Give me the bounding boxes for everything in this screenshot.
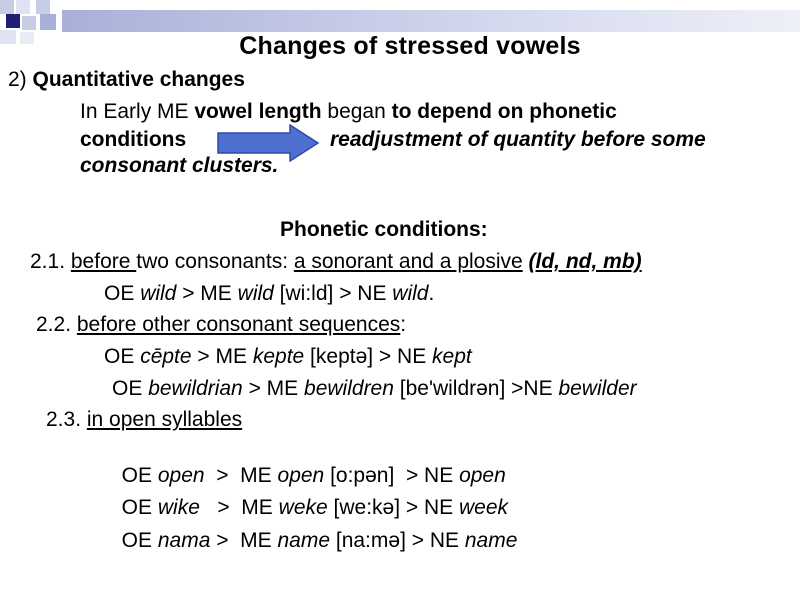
example-cepte	[104, 345, 472, 369]
example-text: [na:mə] > NE	[330, 529, 465, 552]
condition-keyword: before	[70, 250, 137, 273]
example-wild	[104, 282, 434, 306]
example-text: > ME	[199, 496, 279, 519]
example-word: wild	[392, 282, 429, 305]
condition-text: two consonants:	[136, 250, 294, 273]
example-text: OE	[121, 496, 158, 519]
condition-2-3	[46, 408, 242, 432]
intro-text: vowel length	[194, 100, 322, 123]
example-word: open	[157, 464, 205, 487]
condition-description: before other consonant sequences	[76, 313, 401, 336]
example-bewildrian	[112, 377, 637, 401]
condition-2-1	[30, 250, 642, 274]
example-word: kept	[432, 345, 472, 368]
example-word: week	[459, 496, 509, 519]
example-word: nama	[157, 529, 211, 552]
intro-line-3: consonant clusters.	[80, 154, 279, 177]
example-text: OE	[104, 345, 141, 368]
example-word: open	[277, 464, 325, 487]
example-text: OE	[104, 282, 141, 305]
example-text: [o:pən] > NE	[324, 464, 460, 487]
example-text: > ME	[242, 377, 305, 400]
deco-square	[22, 16, 36, 30]
example-nama	[110, 505, 517, 553]
condition-description: a sonorant and a plosive	[293, 250, 523, 273]
intro-text: began	[321, 100, 392, 123]
example-word: bewilder	[558, 377, 637, 400]
example-word: name	[277, 529, 331, 552]
example-text: .	[428, 282, 435, 305]
example-word: weke	[278, 496, 328, 519]
condition-2-2	[36, 313, 406, 337]
conditions-heading: Phonetic conditions:	[280, 218, 488, 241]
deco-square	[6, 14, 20, 28]
condition-number: 2.3.	[46, 408, 87, 431]
condition-number: 2.1.	[30, 250, 71, 273]
example-word: cēpte	[140, 345, 192, 368]
example-text: > ME	[204, 464, 278, 487]
example-word: name	[464, 529, 518, 552]
example-text: > ME	[210, 529, 278, 552]
intro-text: In Early ME	[80, 100, 195, 123]
example-word: kepte	[252, 345, 305, 368]
deco-square	[16, 0, 30, 14]
example-text: > ME	[176, 282, 238, 305]
section-heading-text: Quantitative changes	[32, 68, 245, 91]
deco-square	[0, 0, 14, 14]
condition-text: :	[400, 313, 407, 336]
intro-line-2-right: readjustment of quantity before some	[330, 128, 706, 151]
deco-square	[40, 14, 56, 30]
example-text: [we:kə] > NE	[327, 496, 459, 519]
example-text: [wi:ld] > NE	[273, 282, 393, 305]
section-heading	[8, 68, 245, 92]
example-text: OE	[121, 529, 158, 552]
example-word: wild	[237, 282, 274, 305]
example-text: OE	[121, 464, 158, 487]
example-word: wike	[157, 496, 200, 519]
condition-number: 2.2.	[36, 313, 77, 336]
example-word: bewildrian	[148, 377, 243, 400]
example-text: OE	[112, 377, 149, 400]
slide-title: Changes of stressed vowels	[239, 32, 581, 60]
intro-line-1	[80, 100, 617, 124]
example-word: bewildren	[304, 377, 394, 400]
section-heading-number: 2)	[8, 68, 33, 91]
intro-text: to depend on phonetic	[391, 100, 617, 123]
example-word: wild	[140, 282, 177, 305]
condition-description: in open syllables	[86, 408, 243, 431]
example-text: > ME	[191, 345, 253, 368]
example-text: [be'wildrən] >NE	[393, 377, 559, 400]
condition-examples: (ld, nd, mb)	[528, 250, 642, 273]
deco-square	[36, 0, 50, 14]
header-bar	[62, 10, 800, 32]
example-word: open	[459, 464, 506, 487]
intro-line-2-left: conditions	[80, 128, 187, 151]
example-text: [keptə] > NE	[304, 345, 433, 368]
